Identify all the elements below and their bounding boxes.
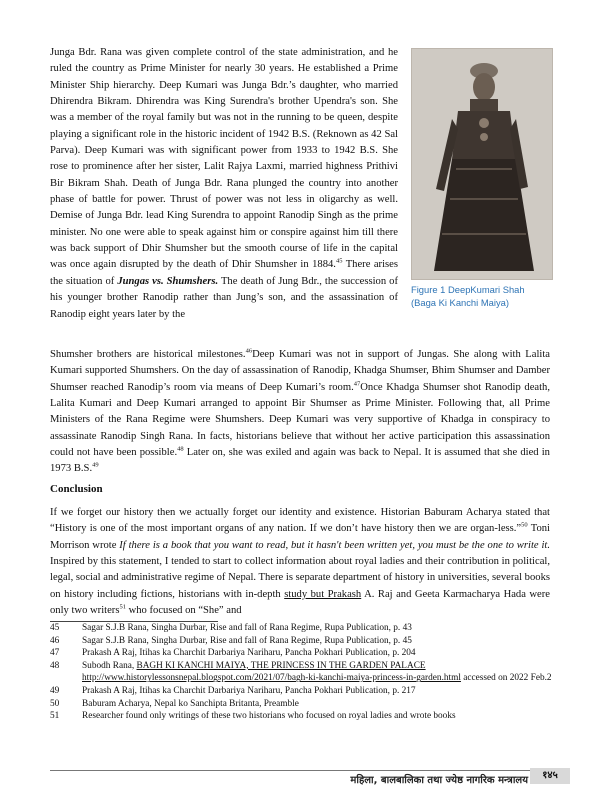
body-paragraph-1 xyxy=(50,45,398,323)
underlined-text: study but Prakash xyxy=(284,588,362,600)
footnote-number: 47 xyxy=(50,648,60,659)
body-paragraph-2 xyxy=(50,347,550,478)
footnote-item xyxy=(50,660,560,685)
paragraph-text: Later on, she was exiled and again was back to Nepal. It is assumed that she died in 1973 B.S. xyxy=(50,447,550,475)
paragraph-text: Once Khadga Shumser shot Ranodip death, Lalita Kumari and Deep Kumari arranged to appoint Bir Shumser as Prime Minister. Following that, all Prime Ministers of the Rana Regime were Shumshers. Deep Kumari was very supportive of Khadga in conspiracy to assassinate Ranodip Singh Rana. In facts, historians believe that without her active participation this assassination could not have been possible. xyxy=(50,381,550,459)
footnote-item xyxy=(50,647,560,660)
footnote-item xyxy=(50,622,560,635)
paragraph-text: Toni Morrison wrote xyxy=(50,523,550,551)
page-number: १४५ xyxy=(530,768,570,784)
paragraph-text: Deep Kumari was not in support of Jungas. She along with Lalita Kumari supported Shumshers. On the day of assassination of Ranodip, Khadga Shumser, Bhim Shumser and Damber Shumser reached Ranodip’s room via means of Deep Kumari’s room. xyxy=(50,349,551,393)
footnote-item xyxy=(50,710,560,723)
quote-text: If there is a book that you want to read, but it hasn't been written yet, you must be the one to write it. xyxy=(119,539,550,551)
footnote-item xyxy=(50,685,560,698)
footnote-ref[interactable]: 45 xyxy=(335,257,343,265)
footnote-text: Prakash A Raj, Itihas ka Charchit Darbariya Nariharu, Pancha Pokhari Publication, p. 217 xyxy=(82,685,416,696)
caption-line: (Baga Ki Kanchi Maiya) xyxy=(411,297,509,308)
paragraph-text: Shumsher brothers are historical milestones. xyxy=(50,349,246,360)
footnote-ref[interactable]: 46 xyxy=(245,347,253,355)
footnote-ref[interactable]: 49 xyxy=(92,461,99,469)
paragraph-text: who focused on “She” and xyxy=(125,605,242,617)
paragraph-text: The death of Jung Bdr., the succession of his younger brother Ranodip rather than Jung’s son, and the assassination of Ranodip eight years later by the xyxy=(50,275,398,320)
figure-caption xyxy=(411,283,561,309)
paragraph-text: Junga Bdr. Rana was given complete control of the state administration, and he ruled the country as Prime Minister for nearly 30 years. He established a Prime Minister Ship hierarchy. Deep Kumari was Junga Bdr.’s daughter, who married Dhirendra Bikram. Dhirendra was King Surendra's brother Upendra's son. She was a member of the royal family but was not in the running to be queen, despite playing a significant role in the historic incident of 1942 B.S. (Reknown as 42 Sal Parva). Deep Kumari was with significant power from 1933 to 1942 B.S. She rose to prominence after her sister, Lalit Rajya Laxmi, married highness Prithivi Bir Bikram Shah. Death of Junga Bdr. Rana plunged the country into another phase of battle for power. Thrust of power was not less in oligarchy as well. Demise of Junga Bdr. lead King Surendra to appoint Ranodip Singh as the prime minister. No one were able to speak against him or conspire against him till there was back support of Dhir Shumsher but the smooth course of life in the capital was once again disrupted by the death of Dhir Shumsher in 1884. xyxy=(50,47,398,271)
footnote-number: 46 xyxy=(50,635,60,646)
emphasis-text: Jungas vs. Shumshers. xyxy=(117,275,219,287)
footnote-number: 45 xyxy=(50,623,60,633)
page-footer-rule xyxy=(50,770,550,771)
footnote-item xyxy=(50,635,560,648)
footnote-text-part: accessed on 2022 Feb.2 xyxy=(460,673,552,684)
footer-ministry-text: महिला, बालबालिका तथा ज्येष्ठ नागरिक मन्त्रालय xyxy=(350,775,528,786)
paragraph-text: A. Raj and Geeta Karmacharya Hada were only two writers xyxy=(50,588,550,617)
paragraph-text: Inspired by this statement, I tended to start to collect information about royal ladies and their contribution in political, legal, social and administrative regime of Nepal. There is separate department of history in universities, several books on history including fictions, historians with in-depth xyxy=(50,556,550,600)
footnote-number: 50 xyxy=(50,698,60,709)
footnote-number: 48 xyxy=(50,660,60,671)
footnote-number: 51 xyxy=(50,711,60,722)
section-heading: Conclusion xyxy=(50,483,103,495)
portrait-photo xyxy=(411,48,553,280)
footnote-text: Baburam Acharya, Nepal ko Sanchipta Britanta, Preamble xyxy=(82,698,299,709)
footnote-text: Researcher found only writings of these two historians who focused on royal ladies and wrote books xyxy=(82,711,456,722)
footnote-text xyxy=(82,660,560,685)
footnote-ref[interactable]: 47 xyxy=(353,380,361,388)
footnote-ref[interactable]: 50 xyxy=(521,521,528,529)
footnote-number: 49 xyxy=(50,685,60,696)
footnote-link[interactable]: BAGH KI KANCHI MAIYA, THE PRINCESS IN THE GARDEN PALACE http://www.historylessonsnepal.blogspot.com/2021/07/bagh-ki-kanchi-maiya-princess-in-garden.html xyxy=(82,660,461,684)
paragraph-text: If we forget our history then we actually forget our identity and existence. Historian Baburam Acharya stated that “History is one of the most important organs of any nation. If we don’t have history then we are organ-less.” xyxy=(50,507,550,535)
footnotes xyxy=(50,622,560,723)
footnote-text-part: Subodh Rana, xyxy=(82,660,137,671)
footnote-ref[interactable]: 51 xyxy=(119,603,126,611)
footnote-text: Sagar S.J.B Rana, Singha Durbar, Rise and fall of Rana Regime, Rupa Publication, p. 45 xyxy=(82,635,412,646)
footnote-item xyxy=(50,698,560,711)
footnote-text: Sagar S.J.B Rana, Singha Durbar, Rise and fall of Rana Regime, Rupa Publication, p. 43 xyxy=(82,623,412,633)
caption-line: Figure 1 DeepKumari Shah xyxy=(411,284,525,295)
footnote-ref[interactable]: 48 xyxy=(177,445,184,453)
body-paragraph-3 xyxy=(50,505,550,619)
footnote-text: Prakash A Raj, Itihas ka Charchit Darbariya Nariharu, Pancha Pokhari Publication, p. 204 xyxy=(82,648,416,659)
paragraph-text: There arises the situation of xyxy=(50,259,398,287)
